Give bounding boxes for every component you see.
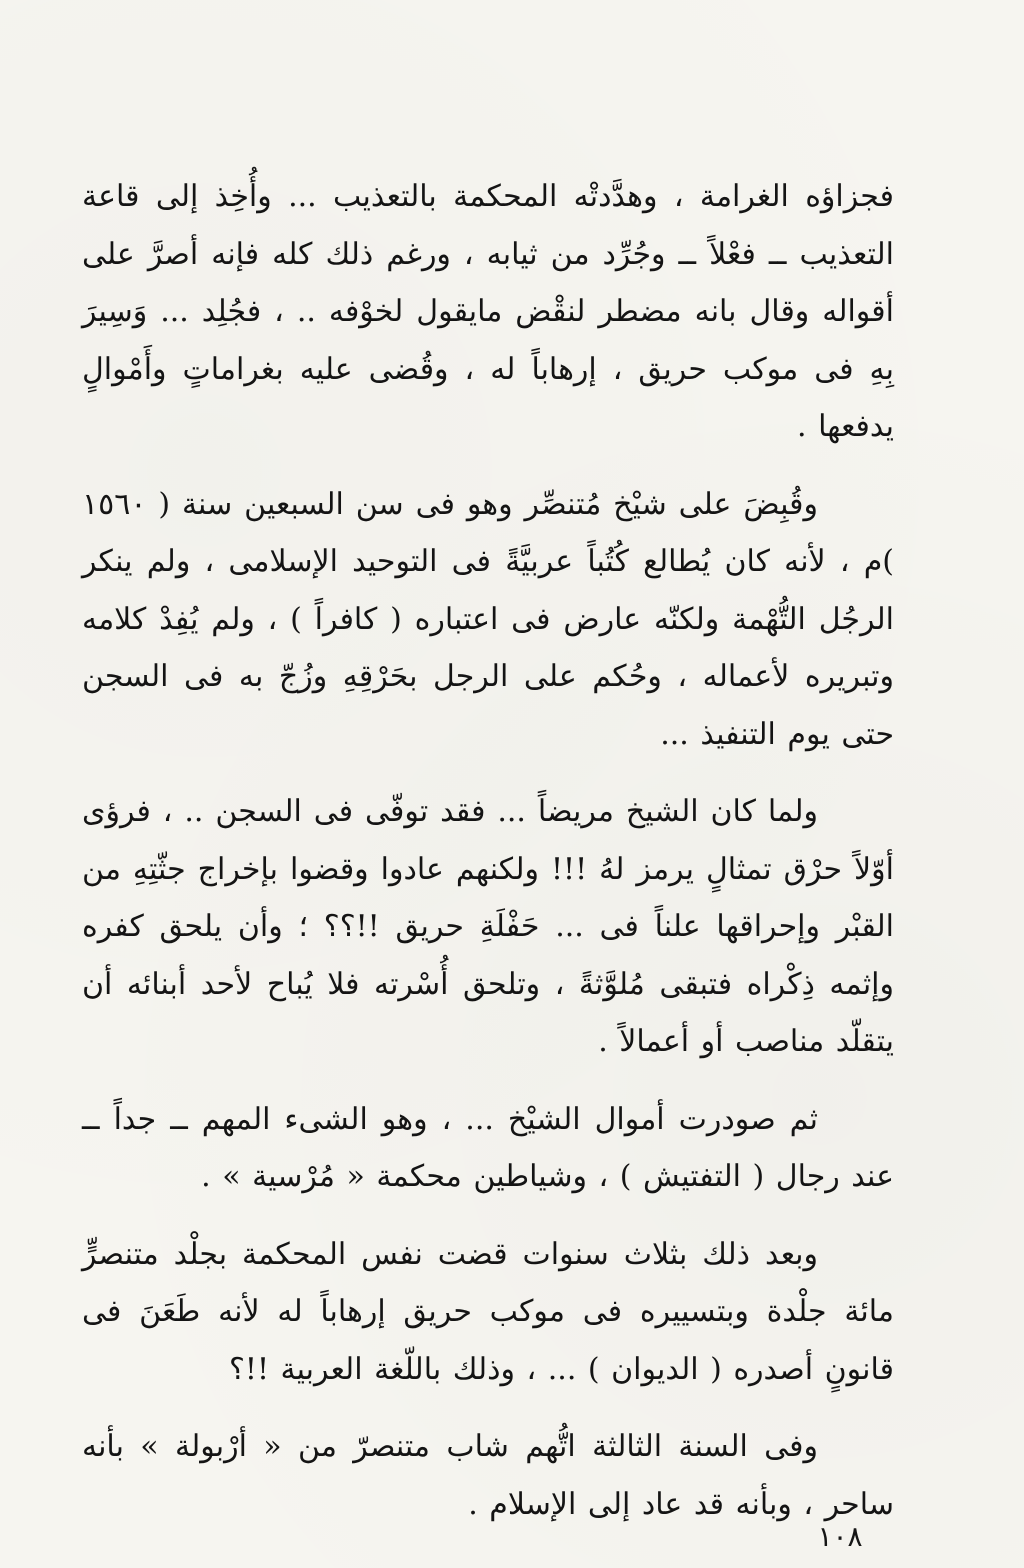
paragraph-3: ولما كان الشيخ مريضاً ... فقد توفّى فى السجن .. ، فرؤى أوّلاً حرْق تمثالٍ يرمز لهُ !!! ولكنهم عادوا وقضوا بإخراج جثّتِهِ من القبْر وإحراقها علناً فى ... حَفْلَةِ حريق !!؟؟ ؛ وأن يلحق كفره وإثمه ذِكْراه فتبقى مُلوَّثةً ، وتلحق أُسْرته فلا يُباح لأحد أبنائه أن يتقلّد مناصب أو أعمالاً . xyxy=(82,794,894,1059)
paragraph-4: ثم صودرت أموال الشيْخ ... ، وهو الشىء المهم ــ جداً ــ عند رجال ( التفتيش ) ، وشياطين محكمة « مُرْسية » . xyxy=(82,1101,894,1194)
paragraph-2: وقُبِضَ على شيْخ مُتنصِّر وهو فى سن السبعين سنة ( ١٥٦٠ )م ، لأنه كان يُطالع كُتُباً عربيَّةً فى التوحيد الإسلامى ، ولم ينكر الرجُل التُّهْمة ولكنّه عارض فى اعتباره ( كافراً ) ، ولم يُفِدْ كلامه وتبريره لأعماله ، وحُكم على الرجل بحَرْقِهِ وزُجّ به فى السجن حتى يوم التنفيذ ... xyxy=(82,486,894,752)
paragraph-6: وفى السنة الثالثة اتُّهم شاب متنصرّ من « أرْبولة » بأنه ساحر ، وبأنه قد عاد إلى الإسلام . xyxy=(82,1429,894,1522)
paragraph-1: فجزاؤه الغرامة ، وهدَّدتْه المحكمة بالتعذيب ... وأُخِذ إلى قاعة التعذيب ــ فعْلاً ــ وجُرِّد من ثيابه ، ورغم ذلك كله فإنه أصرَّ على أقواله وقال بانه مضطر لنقْض مايقول لخوْفه .. ، فجُلِد ... وَسِيرَ بِهِ فى موكب حريق ، إرهاباً له ، وقُضى عليه بغراماتٍ وأَمْوالٍ يدفعها . xyxy=(82,179,894,444)
paragraph-5: وبعد ذلك بثلاث سنوات قضت نفس المحكمة بجلْد متنصرٍّ مائة جلْدة وبتسييره فى موكب حريق إرهاباً له لأنه طَعَنَ فى قانونٍ أصدره ( الديوان ) ... ، وذلك باللّغة العربية !!؟ xyxy=(82,1236,894,1387)
page-number: ١٠٨ xyxy=(817,1520,863,1553)
body-text xyxy=(82,168,894,1553)
